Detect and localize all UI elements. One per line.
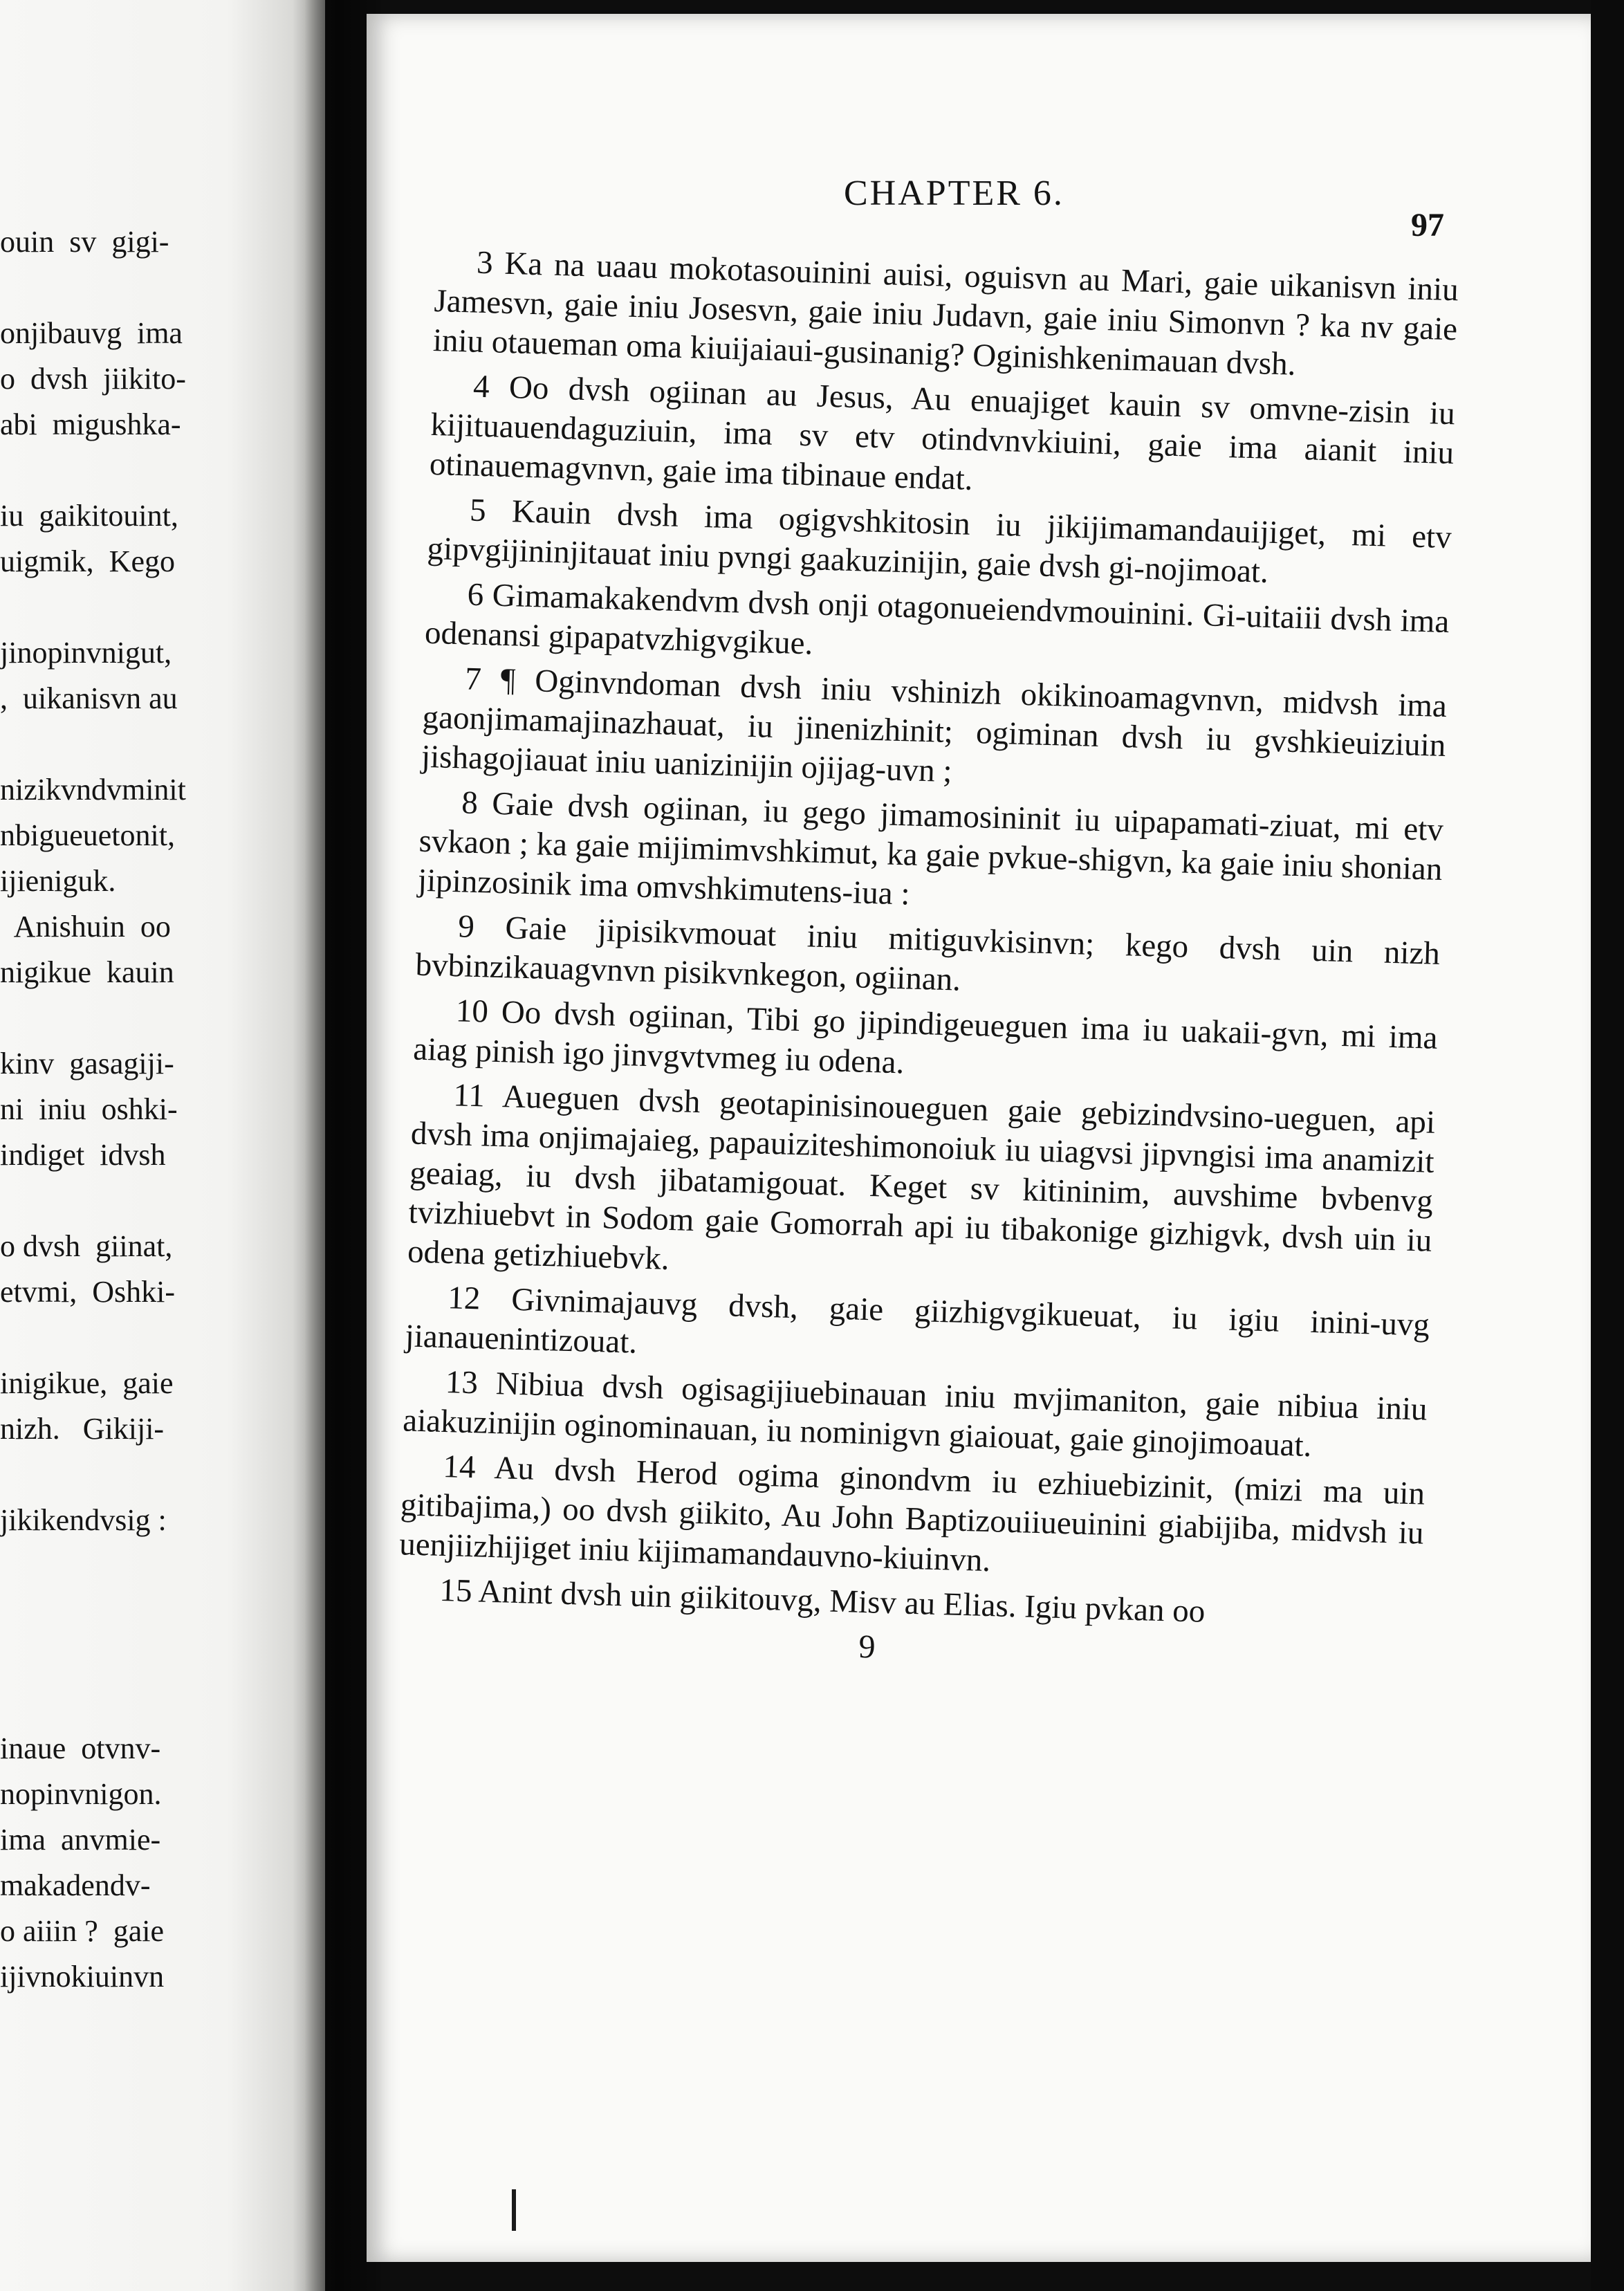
scan-artifact [512,2189,516,2231]
facing-page-line: o dvsh jiikito- [0,362,186,396]
facing-page-line: iu gaikitouint, [0,499,178,533]
verse-text [396,242,1459,1682]
verse-9: 9 Gaie jipisikvmouat iniu mitiguvkisinvn; kego dvsh uin nizh bvbinzikauagvnvn pisikvnkegon, ogiinan. [415,908,1441,998]
page-number: 97 [1411,207,1444,243]
facing-page-line: etvmi, Oshki- [0,1275,175,1309]
facing-page-line: nopinvnigon. [0,1777,162,1811]
facing-page-line: nigikue kauin [0,955,174,989]
facing-page-line: kinv gasagiji- [0,1047,174,1080]
verse-7: 7 ¶ Oginvndoman dvsh iniu vshinizh okikinoamagvnvn, midvsh ima gaonjimamajinazhauat, iu jinenizhinit; ogiminan dvsh iu gvshkieuiziuin jishagojiauat iniu uanizinijin ojijag-uvn ; [421,661,1448,790]
running-header [367,166,1591,243]
facing-page-line: jikikendvsig : [0,1503,167,1537]
page-edge-shadow [1591,0,1624,2291]
facing-page-line: ima anvmie- [0,1823,161,1857]
facing-page-line: uigmik, Kego [0,544,175,578]
verse-4: 4 Oo dvsh ogiinan au Jesus, Au enuajiget kauin sv omvne-zisin iu kijituauendaguziuin, ima sv etv otindvnvkiuini, gaie ima aianit iniu otinauemagvnvn, gaie ima tibinaue endat. [429,368,1456,497]
verse-3: 3 Ka na uaau mokotasouinini auisi, oguisvn au Mari, gaie uikanisvn iniu Jamesvn, gaie iniu Josesvn, gaie iniu Judavn, gaie iniu Simonvn ? ka nv gaie iniu otaueman oma kiuijaiaui-gusinanig? Oginishkenimauan dvsh. [432,244,1459,383]
facing-page-line: inigikue, gaie [0,1366,174,1400]
facing-page-line: o dvsh giinat, [0,1229,173,1263]
verse-14: 14 Au dvsh Herod ogima ginondvm iu ezhiuebizinit, (mizi ma uin gitibajima,) oo dvsh giikito, Au John Baptizouiiueuinini giabijiba, midvsh iu uenjiizhijiget iniu kijimamandauvno-kiuinvn. [398,1448,1425,1579]
facing-page [0,0,325,2291]
facing-page-line: indiget idvsh [0,1138,166,1172]
facing-page-line: , uikanisvn au [0,681,178,715]
facing-page-line: onjibauvg ima [0,316,183,350]
verse-6: 6 Gimamakakendvm dvsh onji otagonueiendvmouinini. Gi-uitaiii dvsh ima odenansi gipapatvzhigvgikue. [424,576,1450,662]
signature-mark: 9 [858,1628,876,1666]
facing-page-line: o aiiin ? gaie [0,1914,165,1948]
facing-page-line: nizh. Gikiji- [0,1412,165,1446]
verse-13: 13 Nibiua dvsh ogisagijiuebinauan iniu mvjimaniton, gaie nibiua iniu aiakuzinijin oginominauan, iu nominigvn giaiouat, gaie ginojimoauat. [402,1364,1428,1464]
facing-page-line: jinopinvnigut, [0,636,172,670]
verse-11: 11 Aueguen dvsh geotapinisinoueguen gaie gebizindvsino-ueguen, api dvsh ima onjimajaieg, papauiziteshimonoiuk iu uiagvsi jipvngisi ima anamizit geaiag, iu dvsh jibatamigouat. Keget sv kitininim, auvshime bvbenvg tvizhiuebvt in Sodom gaie Gomorrah api iu tibakonige gizhigvk, dvsh uin iu odena getizhiuebvk. [407,1077,1436,1277]
verse-5: 5 Kauin dvsh ima ogigvshkitosin iu jikijimamandauijiget, mi etv gipvgijininjitauat iniu pvngi gaakuzinijin, gaie dvsh gi-nojimoat. [426,492,1452,590]
main-page [367,14,1591,2262]
facing-page-line: ouin sv gigi- [0,225,169,259]
verse-8: 8 Gaie dvsh ogiinan, iu gego jimamosininit iu uipapamati-ziuat, mi etv svkaon ; ka gaie mijimimvshkimut, ka gaie pvkue-shigvn, ka gaie iniu shonian jipinzosinik ima omvshkimutens-iua : [417,784,1444,912]
facing-page-line: Anishuin oo [0,910,171,944]
verse-10: 10 Oo dvsh ogiinan, Tibi go jipindigeueguen ima iu uakaii-gvn, mi ima aiag pinish igo jinvgvtvmeg iu odena. [412,993,1439,1081]
facing-page-line: nbigueuetonit, [0,818,175,852]
facing-page-line: ijieniguk. [0,864,116,898]
verse-15: 15 Anint dvsh uin giikitouvg, Misv au Elias. Igiu pvkan oo [439,1572,1206,1630]
facing-page-line: inaue otvnv- [0,1731,161,1765]
facing-page-line: ni iniu oshki- [0,1092,178,1126]
facing-page-line: abi migushka- [0,407,181,441]
chapter-title: CHAPTER 6. [844,174,1064,213]
facing-page-line: ijivnokiuinvn [0,1960,165,1994]
facing-page-line: nizikvndvminit [0,773,186,807]
facing-page-line: makadendv- [0,1868,151,1902]
verse-12: 12 Givnimajauvg dvsh, gaie giizhigvgikueuat, iu igiu inini-uvg jianauenintizouat. [405,1280,1430,1361]
